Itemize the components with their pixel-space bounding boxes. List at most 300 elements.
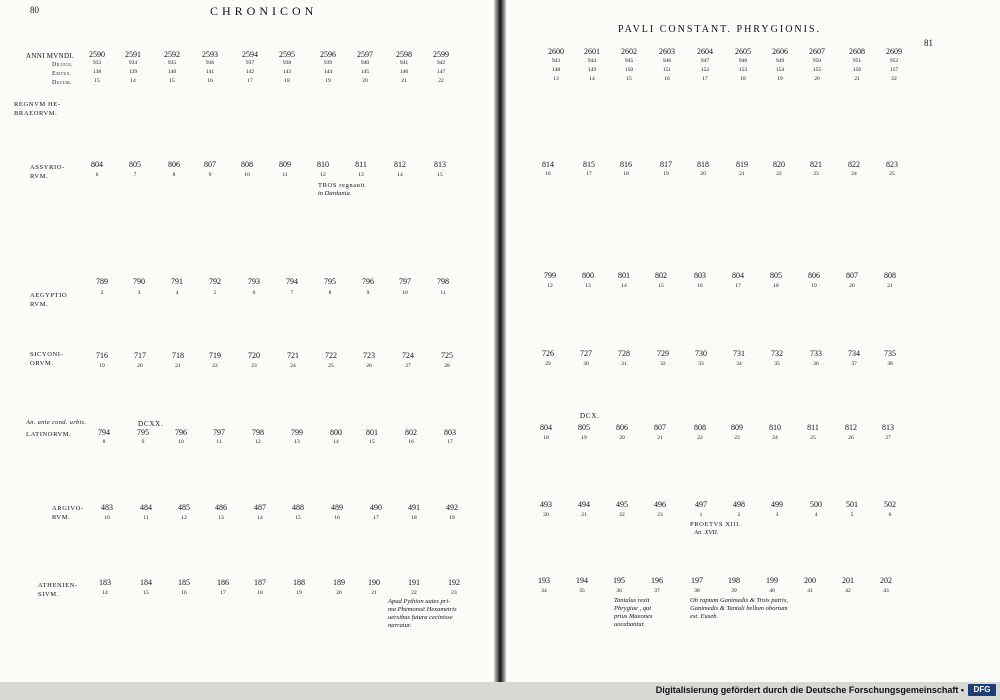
num-cell: 802 — [405, 428, 417, 437]
num-cell: 2595 — [279, 50, 295, 59]
num-cell: 23 — [657, 512, 663, 518]
num-cell: 11 — [216, 439, 222, 445]
note-line: Tantalus rexit — [614, 597, 650, 604]
num-cell: 804 — [91, 160, 103, 169]
num-cell: 938 — [282, 60, 292, 66]
num-cell: 199 — [766, 576, 778, 585]
num-cell: 797 — [213, 428, 225, 437]
num-cell: 145 — [360, 69, 370, 75]
num-cell: 2608 — [849, 47, 865, 56]
note-line: prius Maeones — [614, 613, 653, 620]
num-cell: 42 — [845, 588, 851, 594]
argivorum-cont-years-row — [506, 512, 1000, 524]
num-cell: 197 — [691, 576, 703, 585]
num-cell: 2 — [737, 512, 741, 518]
num-cell: 795 — [137, 428, 149, 437]
atheniensium-numbers-row — [0, 578, 494, 590]
num-cell: 732 — [771, 349, 783, 358]
num-cell: 12 — [255, 439, 261, 445]
num-cell: 16 — [334, 515, 340, 521]
num-cell: 30 — [583, 361, 589, 367]
num-cell: 19 — [581, 435, 587, 441]
num-cell: 21 — [581, 512, 587, 518]
num-cell: 22 — [776, 171, 782, 177]
num-cell: 190 — [368, 578, 380, 587]
num-cell: 24 — [290, 363, 296, 369]
num-cell: 40 — [769, 588, 775, 594]
num-cell: 21 — [175, 363, 181, 369]
num-cell: 24 — [772, 435, 778, 441]
num-cell: 716 — [96, 351, 108, 360]
num-cell: 198 — [728, 576, 740, 585]
num-cell: 804 — [540, 423, 552, 432]
num-cell: 937 — [245, 60, 255, 66]
assyriorum-years-row — [0, 172, 494, 184]
num-cell: 11 — [143, 515, 149, 521]
label-dcxx: DCXX. — [138, 420, 164, 428]
aegyptiorum-numbers-row — [0, 277, 494, 289]
num-cell: 718 — [172, 351, 184, 360]
num-cell: 10 — [402, 290, 408, 296]
note-line: uocabantur. — [614, 621, 645, 628]
num-cell: 2596 — [320, 50, 336, 59]
num-cell: 156 — [852, 67, 862, 73]
num-cell: 812 — [845, 423, 857, 432]
num-cell: 41 — [807, 588, 813, 594]
num-cell: 24 — [851, 171, 857, 177]
label-atheniensium: ATHENIEN- SIVM. — [38, 582, 78, 598]
num-cell: 25 — [328, 363, 334, 369]
num-cell: 138 — [92, 69, 102, 75]
num-cell: 501 — [846, 500, 858, 509]
num-cell: 14 — [130, 78, 136, 84]
label-exitus: Exitus. — [52, 71, 72, 77]
num-cell: 22 — [619, 512, 625, 518]
num-cell: 485 — [178, 503, 190, 512]
num-cell: 6 — [95, 172, 99, 178]
num-cell: 951 — [852, 58, 862, 64]
num-cell: 820 — [773, 160, 785, 169]
num-cell: 34 — [541, 588, 547, 594]
num-cell: 23 — [251, 363, 257, 369]
num-cell: 819 — [736, 160, 748, 169]
num-cell: 946 — [662, 58, 672, 64]
note-ganymedes — [690, 597, 788, 621]
num-cell: 5 — [850, 512, 854, 518]
num-cell: 19 — [99, 363, 105, 369]
note-proetus — [690, 521, 741, 537]
label-assyriorum: ASSYRIO- RVM. — [30, 164, 65, 180]
note-line: ma Phemonoë Hexametris — [388, 606, 457, 613]
label-argivorum: ARGIVO- RVM. — [52, 505, 84, 521]
num-cell: 143 — [282, 69, 292, 75]
num-cell: 7 — [133, 172, 137, 178]
num-cell: 1 — [699, 512, 703, 518]
num-cell: 9 — [208, 172, 212, 178]
num-cell: 815 — [583, 160, 595, 169]
num-cell: 8 — [102, 439, 106, 445]
num-cell: 19 — [811, 283, 817, 289]
num-cell: 14 — [257, 515, 263, 521]
num-cell: 2 — [100, 290, 104, 296]
num-cell: 805 — [578, 423, 590, 432]
num-cell: 193 — [538, 576, 550, 585]
num-cell: 796 — [175, 428, 187, 437]
num-cell: 2594 — [242, 50, 258, 59]
num-cell: 15 — [143, 590, 149, 596]
num-cell: 734 — [848, 349, 860, 358]
num-cell: 720 — [248, 351, 260, 360]
num-cell: 142 — [245, 69, 255, 75]
num-cell: 811 — [807, 423, 819, 432]
num-cell: 500 — [810, 500, 822, 509]
num-cell: 22 — [438, 78, 444, 84]
note-line: Ob raptum Ganimedis & Trois patris, — [690, 597, 788, 604]
num-cell: 803 — [694, 271, 706, 280]
num-cell: 21 — [854, 76, 860, 82]
label-sicyoniorum: SICYONI- ORVM. — [30, 351, 64, 367]
num-cell: 36 — [813, 361, 819, 367]
num-cell: 35 — [774, 361, 780, 367]
num-cell: 22 — [697, 435, 703, 441]
num-cell: 497 — [695, 500, 707, 509]
num-cell: 12 — [181, 515, 187, 521]
num-cell: 189 — [333, 578, 345, 587]
num-cell: 18 — [284, 78, 290, 84]
num-cell: 155 — [812, 67, 822, 73]
num-cell: 21 — [401, 78, 407, 84]
note-line: TROS regnauit — [318, 182, 366, 189]
num-cell: 27 — [885, 435, 891, 441]
num-cell: 2600 — [548, 47, 564, 56]
num-cell: 20 — [336, 590, 342, 596]
num-cell: 6 — [888, 512, 892, 518]
num-cell: 21 — [371, 590, 377, 596]
sicyoniorum-years-row — [0, 363, 494, 375]
num-cell: 806 — [616, 423, 628, 432]
num-cell: 8 — [172, 172, 176, 178]
label-aegyptiorum: AEGYPTIO RVM. — [30, 292, 68, 308]
num-cell: 21 — [887, 283, 893, 289]
num-cell: 17 — [735, 283, 741, 289]
num-cell: 808 — [694, 423, 706, 432]
num-cell: 15 — [437, 172, 443, 178]
num-cell: 725 — [441, 351, 453, 360]
sicyoniorum-numbers-row — [0, 351, 494, 363]
num-cell: 822 — [848, 160, 860, 169]
num-cell: 28 — [444, 363, 450, 369]
num-cell: 813 — [434, 160, 446, 169]
num-cell: 18 — [411, 515, 417, 521]
note-line: in Dardania. — [318, 190, 352, 197]
note-tros — [318, 182, 365, 198]
num-cell: 493 — [540, 500, 552, 509]
num-cell: 188 — [293, 578, 305, 587]
num-cell: 186 — [217, 578, 229, 587]
num-cell: 141 — [205, 69, 215, 75]
num-cell: 15 — [295, 515, 301, 521]
num-cell: 798 — [252, 428, 264, 437]
note-line: est. Euseb. — [690, 613, 718, 620]
num-cell: 4 — [814, 512, 818, 518]
num-cell: 801 — [618, 271, 630, 280]
num-cell: 33 — [698, 361, 704, 367]
num-cell: 810 — [769, 423, 781, 432]
num-cell: 2591 — [125, 50, 141, 59]
num-cell: 799 — [291, 428, 303, 437]
num-cell: 790 — [133, 277, 145, 286]
assyriorum-numbers-row — [0, 160, 494, 172]
note-line: An. XVII. — [694, 529, 719, 536]
num-cell: 11 — [440, 290, 446, 296]
num-cell: 492 — [446, 503, 458, 512]
book-gutter — [494, 0, 506, 682]
num-cell: 934 — [128, 60, 138, 66]
label-anni-mundi: ANNI MVNDI. — [26, 52, 75, 60]
num-cell: 149 — [587, 67, 597, 73]
num-cell: 730 — [695, 349, 707, 358]
num-cell: 21 — [739, 171, 745, 177]
num-cell: 3 — [775, 512, 779, 518]
num-cell: 807 — [204, 160, 216, 169]
num-cell: 806 — [168, 160, 180, 169]
num-cell: 942 — [436, 60, 446, 66]
latinorum-years-row — [0, 439, 494, 451]
aegyptiorum-years-row — [0, 290, 494, 302]
num-cell: 13 — [585, 283, 591, 289]
num-cell: 728 — [618, 349, 630, 358]
num-cell: 187 — [254, 578, 266, 587]
note-line: narratur. — [388, 622, 412, 629]
num-cell: 7 — [290, 290, 294, 296]
num-cell: 796 — [362, 277, 374, 286]
num-cell: 191 — [408, 578, 420, 587]
num-cell: 25 — [889, 171, 895, 177]
num-cell: 154 — [775, 67, 785, 73]
num-cell: 939 — [323, 60, 333, 66]
num-cell: 20 — [814, 76, 820, 82]
num-cell: 39 — [731, 588, 737, 594]
num-cell: 13 — [294, 439, 300, 445]
num-cell: 16 — [664, 76, 670, 82]
left-page-number: 80 — [30, 5, 39, 15]
num-cell: 19 — [296, 590, 302, 596]
num-cell: 144 — [323, 69, 333, 75]
num-cell: 19 — [777, 76, 783, 82]
num-cell: 200 — [804, 576, 816, 585]
aegyptiorum-cont-numbers-row — [506, 271, 1000, 283]
num-cell: 9 — [141, 439, 145, 445]
num-cell: 491 — [408, 503, 420, 512]
num-cell: 2603 — [659, 47, 675, 56]
note-pythia — [388, 598, 457, 630]
right-running-head: PAVLI CONSTANT. PHRYGIONIS. — [618, 24, 822, 35]
right-page — [506, 0, 1000, 682]
label-an-ante-cond-urbis: An. ante cond. urbis. — [26, 419, 87, 426]
num-cell: 719 — [209, 351, 221, 360]
num-cell: 795 — [324, 277, 336, 286]
label-dcx: DCX. — [580, 412, 600, 420]
num-cell: 20 — [137, 363, 143, 369]
num-cell: 793 — [248, 277, 260, 286]
num-cell: 150 — [624, 67, 634, 73]
num-cell: 949 — [775, 58, 785, 64]
num-cell: 185 — [178, 578, 190, 587]
dfg-logo: DFG — [968, 684, 996, 696]
num-cell: 2597 — [357, 50, 373, 59]
num-cell: 16 — [697, 283, 703, 289]
num-cell: 43 — [883, 588, 889, 594]
num-cell: 38 — [694, 588, 700, 594]
num-cell: 184 — [140, 578, 152, 587]
num-cell: 941 — [399, 60, 409, 66]
num-cell: 148 — [551, 67, 561, 73]
num-cell: 717 — [134, 351, 146, 360]
num-cell: 153 — [738, 67, 748, 73]
num-cell: 22 — [212, 363, 218, 369]
num-cell: 152 — [700, 67, 710, 73]
num-cell: 23 — [813, 171, 819, 177]
num-cell: 792 — [209, 277, 221, 286]
num-cell: 808 — [241, 160, 253, 169]
num-cell: 809 — [731, 423, 743, 432]
note-line: PROETVS XIII. — [690, 521, 742, 528]
num-cell: 818 — [697, 160, 709, 169]
num-cell: 37 — [851, 361, 857, 367]
aegyptiorum-cont-years-row — [506, 283, 1000, 295]
num-cell: 2602 — [621, 47, 637, 56]
num-cell: 5 — [213, 290, 217, 296]
num-cell: 11 — [282, 172, 288, 178]
num-cell: 800 — [330, 428, 342, 437]
num-cell: 2607 — [809, 47, 825, 56]
num-cell: 17 — [447, 439, 453, 445]
num-cell: 13 — [553, 76, 559, 82]
num-cell: 38 — [887, 361, 893, 367]
num-cell: 801 — [366, 428, 378, 437]
num-cell: 502 — [884, 500, 896, 509]
num-cell: 2592 — [164, 50, 180, 59]
num-cell: 15 — [369, 439, 375, 445]
num-cell: 16 — [181, 590, 187, 596]
right-header-row — [506, 76, 1000, 88]
num-cell: 14 — [333, 439, 339, 445]
num-cell: 26 — [848, 435, 854, 441]
num-cell: 20 — [619, 435, 625, 441]
num-cell: 26 — [366, 363, 372, 369]
num-cell: 15 — [626, 76, 632, 82]
num-cell: 17 — [702, 76, 708, 82]
num-cell: 811 — [355, 160, 367, 169]
num-cell: 805 — [129, 160, 141, 169]
num-cell: 10 — [178, 439, 184, 445]
num-cell: 16 — [207, 78, 213, 84]
num-cell: 806 — [808, 271, 820, 280]
num-cell: 201 — [842, 576, 854, 585]
num-cell: 735 — [884, 349, 896, 358]
num-cell: 723 — [363, 351, 375, 360]
num-cell: 945 — [624, 58, 634, 64]
sicyoniorum-cont-years-row — [506, 361, 1000, 373]
num-cell: 16 — [545, 171, 551, 177]
num-cell: 488 — [292, 503, 304, 512]
num-cell: 14 — [102, 590, 108, 596]
num-cell: 4 — [175, 290, 179, 296]
num-cell: 805 — [770, 271, 782, 280]
num-cell: 151 — [662, 67, 672, 73]
num-cell: 808 — [884, 271, 896, 280]
left-header-row — [0, 78, 494, 90]
left-page — [0, 0, 494, 682]
num-cell: 812 — [394, 160, 406, 169]
num-cell: 809 — [279, 160, 291, 169]
num-cell: 789 — [96, 277, 108, 286]
num-cell: 8 — [328, 290, 332, 296]
note-line: Apud Pythion uates pri- — [388, 598, 451, 605]
label-latinorum: LATINORVM. — [26, 431, 72, 438]
num-cell: 194 — [576, 576, 588, 585]
note-tantalus — [614, 597, 652, 629]
latinorum-cont-years-row — [506, 435, 1000, 447]
num-cell: 20 — [700, 171, 706, 177]
num-cell: 37 — [654, 588, 660, 594]
num-cell: 2609 — [886, 47, 902, 56]
num-cell: 22 — [891, 76, 897, 82]
num-cell: 731 — [733, 349, 745, 358]
num-cell: 487 — [254, 503, 266, 512]
num-cell: 31 — [621, 361, 627, 367]
num-cell: 810 — [317, 160, 329, 169]
num-cell: 494 — [578, 500, 590, 509]
num-cell: 18 — [740, 76, 746, 82]
num-cell: 22 — [411, 590, 417, 596]
num-cell: 2604 — [697, 47, 713, 56]
num-cell: 195 — [613, 576, 625, 585]
num-cell: 10 — [244, 172, 250, 178]
num-cell: 794 — [286, 277, 298, 286]
num-cell: 17 — [586, 171, 592, 177]
num-cell: 935 — [167, 60, 177, 66]
num-cell: 27 — [405, 363, 411, 369]
sicyoniorum-cont-numbers-row — [506, 349, 1000, 361]
argivorum-years-row — [0, 515, 494, 527]
num-cell: 36 — [616, 588, 622, 594]
num-cell: 3 — [137, 290, 141, 296]
num-cell: 14 — [589, 76, 595, 82]
assyriorum-cont-years-row — [506, 171, 1000, 183]
num-cell: 496 — [654, 500, 666, 509]
num-cell: 2606 — [772, 47, 788, 56]
num-cell: 14 — [397, 172, 403, 178]
argivorum-cont-numbers-row — [506, 500, 1000, 512]
num-cell: 952 — [889, 58, 899, 64]
num-cell: 2598 — [396, 50, 412, 59]
num-cell: 9 — [366, 290, 370, 296]
label-ducum: Ducum. — [52, 80, 72, 86]
num-cell: 823 — [886, 160, 898, 169]
note-line: Phrygiae , qui — [614, 605, 652, 612]
num-cell: 12 — [320, 172, 326, 178]
num-cell: 948 — [738, 58, 748, 64]
num-cell: 12 — [547, 283, 553, 289]
num-cell: 2601 — [584, 47, 600, 56]
num-cell: 15 — [94, 78, 100, 84]
num-cell: 489 — [331, 503, 343, 512]
num-cell: 146 — [399, 69, 409, 75]
num-cell: 17 — [373, 515, 379, 521]
right-page-number: 81 — [924, 38, 933, 48]
num-cell: 799 — [544, 271, 556, 280]
